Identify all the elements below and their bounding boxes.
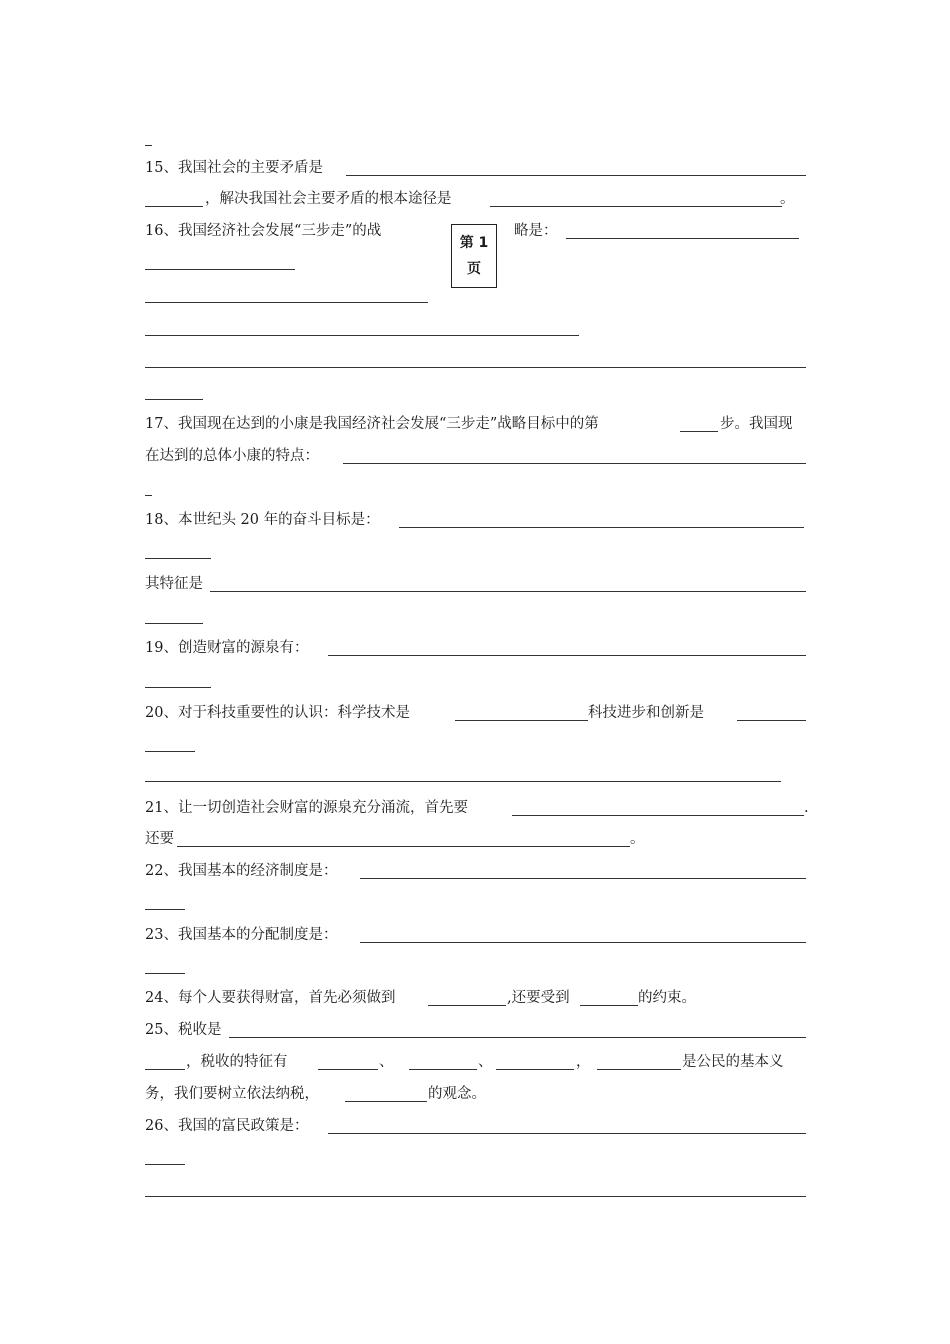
- q18-feature: 其特征是: [145, 576, 203, 592]
- answer-blank: [210, 591, 806, 592]
- q21-dot: .: [804, 800, 809, 816]
- answer-blank: [455, 720, 588, 721]
- answer-blank: [145, 367, 806, 368]
- q21-line2: 还要: [145, 831, 174, 847]
- q17-line2: 在达到的总体小康的特点：: [145, 448, 319, 464]
- answer-blank: [177, 846, 630, 847]
- q25-line2a: ，税收的特征有: [186, 1054, 288, 1070]
- answer-blank: [145, 335, 579, 336]
- q23-prefix: 23、我国基本的分配制度是：: [145, 927, 338, 943]
- q26-prefix: 26、我国的富民政策是：: [145, 1118, 309, 1134]
- q19-prefix: 19、创造财富的源泉有：: [145, 640, 309, 656]
- q22-prefix: 22、我国基本的经济制度是：: [145, 863, 338, 879]
- answer-blank: [328, 1133, 806, 1134]
- answer-blank: [680, 431, 718, 432]
- answer-blank: [566, 238, 799, 239]
- answer-blank: [145, 558, 211, 559]
- answer-blank: [318, 1069, 378, 1070]
- answer-blank: [597, 1069, 681, 1070]
- q21-prefix: 21、让一切创造社会财富的源泉充分涌流，首先要: [145, 800, 468, 816]
- answer-blank: [145, 909, 185, 910]
- q17-line1a: 17、我国现在达到的小康是我国经济社会发展“三步走”战略目标中的第: [145, 416, 599, 432]
- page-number-line2: 页: [467, 261, 481, 277]
- answer-blank: [145, 1069, 185, 1070]
- q15-prefix: 15、我国社会的主要矛盾是: [145, 160, 323, 176]
- q20-prefix: 20、对于科技重要性的认识：科学技术是: [145, 705, 410, 721]
- answer-blank: [145, 973, 185, 974]
- q25-sep2: 、: [478, 1054, 493, 1070]
- answer-blank: [145, 302, 428, 303]
- answer-blank: [496, 1069, 574, 1070]
- q24-end: 的约束。: [638, 990, 696, 1006]
- q25-sep3: ，: [576, 1054, 591, 1070]
- q25-sep1: 、: [379, 1054, 394, 1070]
- answer-blank: [145, 781, 781, 782]
- answer-blank: [145, 399, 203, 400]
- answer-blank: [360, 942, 806, 943]
- answer-blank: [145, 495, 152, 496]
- page-number-box: [451, 224, 497, 288]
- answer-blank: [428, 1005, 506, 1006]
- q24-mid: ,还要受到: [507, 990, 570, 1006]
- q17-line1b: 步。我国现: [720, 416, 793, 432]
- q15-mid: ，解决我国社会主要矛盾的根本途径是: [205, 191, 452, 207]
- q16-prefix: 16、我国经济社会发展“三步走”的战: [145, 223, 382, 239]
- q24-prefix: 24、每个人要获得财富，首先必须做到: [145, 990, 396, 1006]
- blank-line: [145, 145, 152, 146]
- answer-blank: [346, 175, 806, 176]
- answer-blank: [490, 206, 782, 207]
- answer-blank: [360, 878, 806, 879]
- answer-blank: [145, 206, 203, 207]
- answer-blank: [145, 623, 203, 624]
- page-number-line1: 第 1: [459, 235, 489, 251]
- answer-blank: [145, 269, 295, 270]
- q21-end: 。: [630, 831, 645, 847]
- q25-prefix: 25、税收是: [145, 1022, 222, 1038]
- answer-blank: [512, 815, 804, 816]
- answer-blank: [737, 720, 806, 721]
- answer-blank: [229, 1037, 806, 1038]
- answer-blank: [145, 1164, 185, 1165]
- answer-blank: [580, 1005, 638, 1006]
- answer-blank: [345, 1101, 427, 1102]
- answer-blank: [145, 1196, 806, 1197]
- answer-blank: [145, 751, 195, 752]
- q20-mid: 科技进步和创新是: [588, 705, 704, 721]
- answer-blank: [328, 655, 806, 656]
- answer-blank: [343, 463, 806, 464]
- q15-end: 。: [780, 191, 795, 207]
- answer-blank: [409, 1069, 477, 1070]
- answer-blank: [145, 687, 211, 688]
- q16-suffix: 略是：: [514, 223, 558, 239]
- answer-blank: [399, 527, 804, 528]
- q25-line2b: 是公民的基本义: [682, 1054, 784, 1070]
- q25-line3a: 务，我们要树立依法纳税，: [145, 1086, 319, 1102]
- q25-line3b: 的观念。: [428, 1086, 486, 1102]
- q18-prefix: 18、本世纪头 20 年的奋斗目标是：: [145, 512, 380, 528]
